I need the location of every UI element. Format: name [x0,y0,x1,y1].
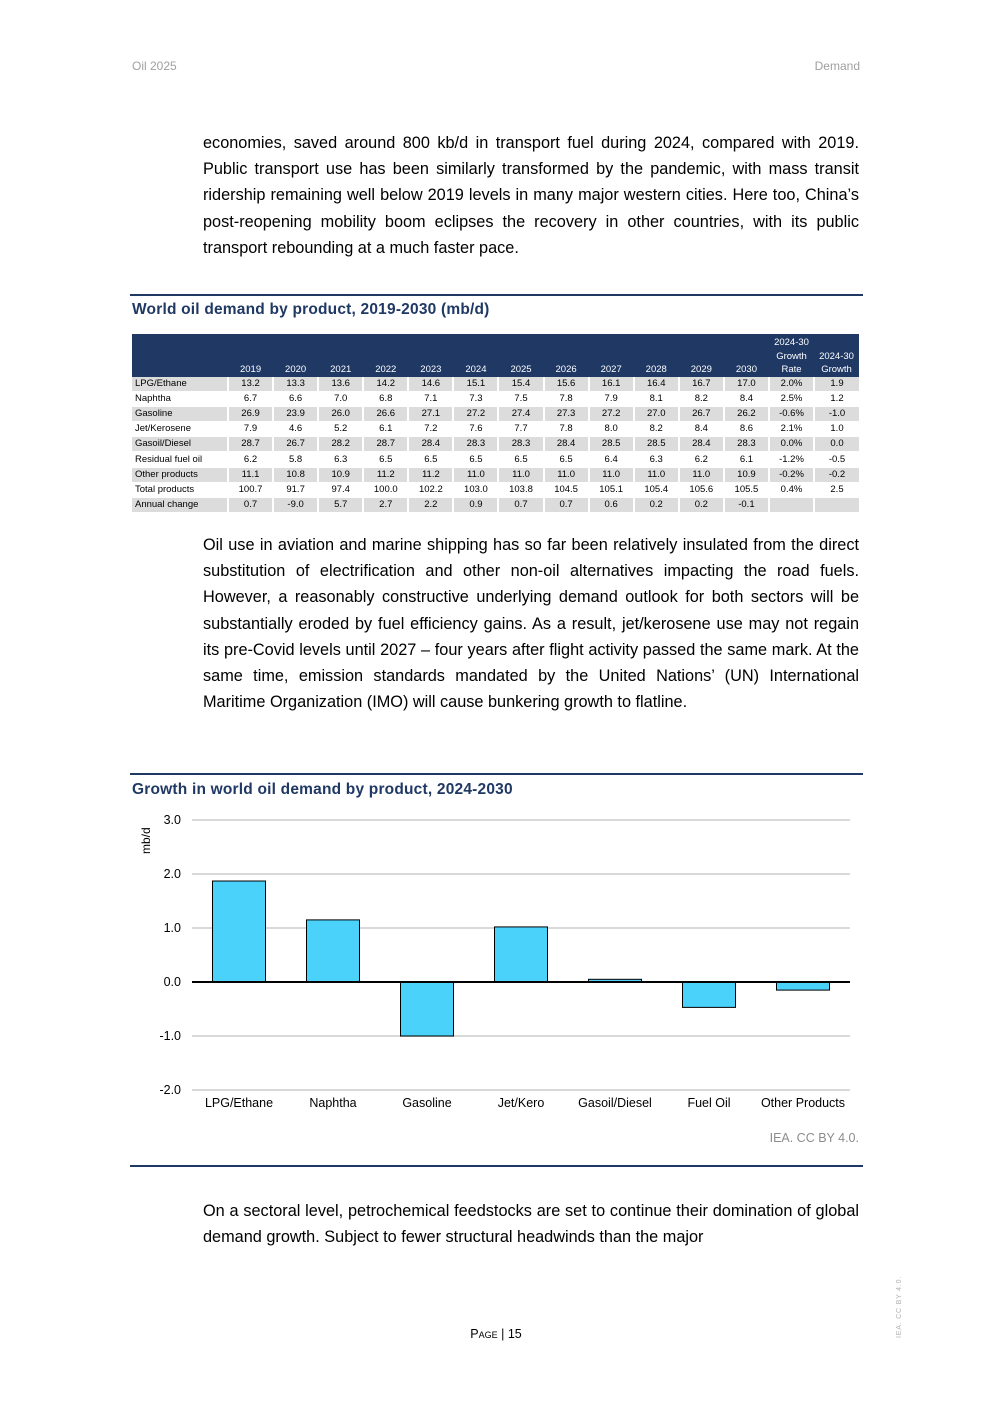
table-cell: 13.2 [228,377,273,392]
growth-cell: -1.0 [814,406,859,421]
growth-rate-cell: 0.0% [769,437,814,452]
paragraph-transport: economies, saved around 800 kb/d in transport fuel during 2024, compared with 2019. Public transport use has been similarly transformed by the pandemic, with mass transit ridership remaining well below 2019 levels in many major western cities. Here too, China’s post-reopening mobility boom eclipses the recovery in other countries, with its public transport rebounding at a much faster pace. [203,134,859,257]
table-cell: 105.6 [679,482,724,497]
growth-rate-cell: 0.4% [769,482,814,497]
page-separator: | [497,1327,508,1341]
page-word: Page [470,1327,498,1341]
growth-cell: 1.2 [814,391,859,406]
table-cell: 14.6 [408,377,453,392]
table-cell: 5.7 [318,498,363,513]
table-cell: 27.4 [498,406,543,421]
header-section-name: Demand [814,59,860,73]
table-cell: 27.1 [408,406,453,421]
table-cell: 8.0 [589,422,634,437]
table-cell: 8.4 [724,391,769,406]
side-license-mark: IEA. CC BY 4.0. [896,1275,903,1338]
table-cell: 6.6 [273,391,318,406]
table-cell: 7.2 [408,422,453,437]
table-top-rule [130,294,863,296]
table-cell: 6.5 [544,452,589,467]
table-cell: 7.8 [544,422,589,437]
table-cell: 10.8 [273,467,318,482]
growth-cell: -0.5 [814,452,859,467]
col-header-year: 2021 [318,334,363,377]
table-cell: 7.8 [544,391,589,406]
table-cell: 13.6 [318,377,363,392]
table-row [132,452,859,467]
growth-rate-cell: 2.0% [769,377,814,392]
bar-fuel-oil [683,982,736,1007]
table-cell: 28.4 [679,437,724,452]
table-row [132,377,859,392]
table-cell: 6.5 [408,452,453,467]
table-cell: 27.2 [453,406,498,421]
x-category-label: LPG/Ethane [204,1096,274,1110]
table-cell: 28.3 [724,437,769,452]
x-category-label: Gasoline [402,1096,452,1110]
table-cell: 27.2 [589,406,634,421]
y-tick-label: -1.0 [159,1029,181,1043]
row-label: Jet/Kerosene [132,422,228,437]
row-label: LPG/Ethane [132,377,228,392]
table-cell: 11.2 [363,467,408,482]
table-cell: 6.1 [724,452,769,467]
table-cell: 0.2 [679,498,724,513]
table-row [132,391,859,406]
table-cell: 26.7 [679,406,724,421]
table-cell: 14.2 [363,377,408,392]
table-cell: 6.7 [228,391,273,406]
table-row [132,482,859,497]
x-category-label: Gasoil/Diesel [578,1096,652,1110]
table-cell: 11.0 [544,467,589,482]
x-category-label: Jet/Kero [497,1096,545,1110]
table-cell: 16.4 [634,377,679,392]
row-label: Gasoline [132,406,228,421]
table-cell: 27.3 [544,406,589,421]
table-cell: 6.2 [679,452,724,467]
table-cell: 28.5 [634,437,679,452]
col-header-year: 2025 [498,334,543,377]
col-header-year: 2026 [544,334,589,377]
table-cell: 26.9 [228,406,273,421]
y-axis-label: mb/d [139,827,153,854]
table-cell: 105.5 [724,482,769,497]
growth-cell: 1.9 [814,377,859,392]
table-cell: 10.9 [318,467,363,482]
table-cell: 27.0 [634,406,679,421]
col-header-growth-rate: 2024-30 Growth Rate [769,334,814,377]
col-header-year: 2027 [589,334,634,377]
table-cell: 6.1 [363,422,408,437]
y-tick-label: -2.0 [159,1083,181,1097]
table-cell: 6.5 [363,452,408,467]
table-cell: 28.2 [318,437,363,452]
y-tick-label: 2.0 [163,867,181,881]
table-cell: 100.0 [363,482,408,497]
table-cell: 104.5 [544,482,589,497]
table-cell: 28.3 [498,437,543,452]
col-header-year: 2028 [634,334,679,377]
table-cell: 23.9 [273,406,318,421]
table-cell: 11.0 [634,467,679,482]
y-tick-label: 3.0 [163,813,181,827]
row-label: Other products [132,467,228,482]
table-row [132,498,859,513]
growth-bar-chart [130,808,860,1118]
growth-rate-cell: -0.6% [769,406,814,421]
paragraph-petrochemical: On a sectoral level, petrochemical feedstocks are set to continue their domination of global demand growth. Subject to fewer structural headwinds than the major [203,1202,859,1247]
table-cell: 2.2 [408,498,453,513]
table-cell: 28.3 [453,437,498,452]
table-row [132,437,859,452]
table-cell: 11.0 [453,467,498,482]
table-cell: 8.6 [724,422,769,437]
table-cell: 103.0 [453,482,498,497]
table-cell: 26.0 [318,406,363,421]
table-cell: 0.7 [544,498,589,513]
row-label: Naphtha [132,391,228,406]
growth-rate-cell: -1.2% [769,452,814,467]
table-cell: 11.0 [498,467,543,482]
table-cell: 17.0 [724,377,769,392]
table-cell: 5.2 [318,422,363,437]
table-cell: 2.7 [363,498,408,513]
row-label: Residual fuel oil [132,452,228,467]
table-cell: 6.3 [634,452,679,467]
table-cell: 26.7 [273,437,318,452]
table-cell: 7.9 [589,391,634,406]
table-cell: 105.4 [634,482,679,497]
table-cell: 102.2 [408,482,453,497]
table-cell: 10.9 [724,467,769,482]
x-category-label: Fuel Oil [687,1096,731,1110]
table-cell: 6.8 [363,391,408,406]
table-cell: 105.1 [589,482,634,497]
table-cell: 103.8 [498,482,543,497]
col-header-year: 2029 [679,334,724,377]
table-cell: 8.4 [679,422,724,437]
growth-cell: 0.0 [814,437,859,452]
table-row [132,422,859,437]
table-cell: 28.4 [544,437,589,452]
table-cell: 8.1 [634,391,679,406]
table-cell: 16.7 [679,377,724,392]
col-header-year: 2020 [273,334,318,377]
table-cell: 100.7 [228,482,273,497]
table-cell: 7.5 [498,391,543,406]
table-cell: 28.7 [228,437,273,452]
growth-cell: 2.5 [814,482,859,497]
table-cell: 97.4 [318,482,363,497]
table-cell: 0.2 [634,498,679,513]
table-cell: 7.9 [228,422,273,437]
y-tick-label: 1.0 [163,921,181,935]
table-cell: 28.4 [408,437,453,452]
header-report-title: Oil 2025 [132,59,177,73]
chart-top-rule [130,773,863,775]
table-cell: 7.0 [318,391,363,406]
table-cell: 15.4 [498,377,543,392]
table-cell: 11.1 [228,467,273,482]
col-header-year: 2023 [408,334,453,377]
table-cell: 15.1 [453,377,498,392]
table-cell: 26.6 [363,406,408,421]
table-cell: 8.2 [679,391,724,406]
row-label: Total products [132,482,228,497]
table-cell: 0.9 [453,498,498,513]
table-cell: 7.3 [453,391,498,406]
growth-cell: -0.2 [814,467,859,482]
paragraph-aviation-shipping: Oil use in aviation and marine shipping has so far been relatively insulated from the direct substitution of electrification and other non-oil alternatives impacting the road fuels. However, a reasonably constructive underlying demand outlook for both sectors will be substantially eroded by fuel efficiency gains. As a result, jet/kerosene use may not regain its pre-Covid levels until 2027 – four years after flight activity passed the same mark. At the same time, emission standards mandated by the United Nations’ (UN) International Maritime Organization (IMO) will cause bunkering growth to flatline. [203,536,859,712]
page-footer [0,1327,992,1341]
table-cell: 6.4 [589,452,634,467]
x-category-label: Other Products [760,1096,846,1110]
table-cell: 7.6 [453,422,498,437]
table-cell: 6.5 [453,452,498,467]
chart-credit: IEA. CC BY 4.0. [769,1131,859,1145]
table-header-label [132,334,228,377]
y-tick-label: 0.0 [163,975,181,989]
growth-cell [814,498,859,513]
table-cell: 7.7 [498,422,543,437]
table-cell: -0.1 [724,498,769,513]
growth-rate-cell [769,498,814,513]
table-cell: 4.6 [273,422,318,437]
table-cell: 11.0 [679,467,724,482]
table-header-row [132,334,859,377]
table-row [132,406,859,421]
table-cell: 11.2 [408,467,453,482]
table-cell: 0.7 [228,498,273,513]
growth-cell: 1.0 [814,422,859,437]
col-header-year: 2030 [724,334,769,377]
growth-rate-cell: -0.2% [769,467,814,482]
bar-lpg-ethane [213,881,266,982]
col-header-year: 2022 [363,334,408,377]
table-cell: 26.2 [724,406,769,421]
col-header-growth: 2024-30 Growth [814,334,859,377]
bar-gasoline [401,982,454,1036]
table-cell: 0.6 [589,498,634,513]
bar-naphtha [307,920,360,982]
chart-bottom-rule [130,1165,863,1167]
row-label: Annual change [132,498,228,513]
page-number: 15 [507,1327,522,1341]
table-cell: -9.0 [273,498,318,513]
table-cell: 13.3 [273,377,318,392]
table-row [132,467,859,482]
row-label: Gasoil/Diesel [132,437,228,452]
table-cell: 6.5 [498,452,543,467]
demand-table [132,334,859,513]
growth-rate-cell: 2.1% [769,422,814,437]
table-cell: 28.5 [589,437,634,452]
table-cell: 91.7 [273,482,318,497]
table-cell: 28.7 [363,437,408,452]
table-cell: 6.2 [228,452,273,467]
col-header-year: 2024 [453,334,498,377]
table-cell: 16.1 [589,377,634,392]
growth-rate-cell: 2.5% [769,391,814,406]
table-cell: 6.3 [318,452,363,467]
table-cell: 15.6 [544,377,589,392]
table-cell: 0.7 [498,498,543,513]
table-cell: 7.1 [408,391,453,406]
chart-title: Growth in world oil demand by product, 2024-2030 [132,781,513,798]
table-cell: 8.2 [634,422,679,437]
x-category-label: Naphtha [309,1096,357,1110]
bar-jet-kero [495,927,548,982]
table-cell: 11.0 [589,467,634,482]
col-header-year: 2019 [228,334,273,377]
table-cell: 5.8 [273,452,318,467]
table-title: World oil demand by product, 2019-2030 (mb/d) [132,301,490,318]
bar-other-products [777,982,830,990]
